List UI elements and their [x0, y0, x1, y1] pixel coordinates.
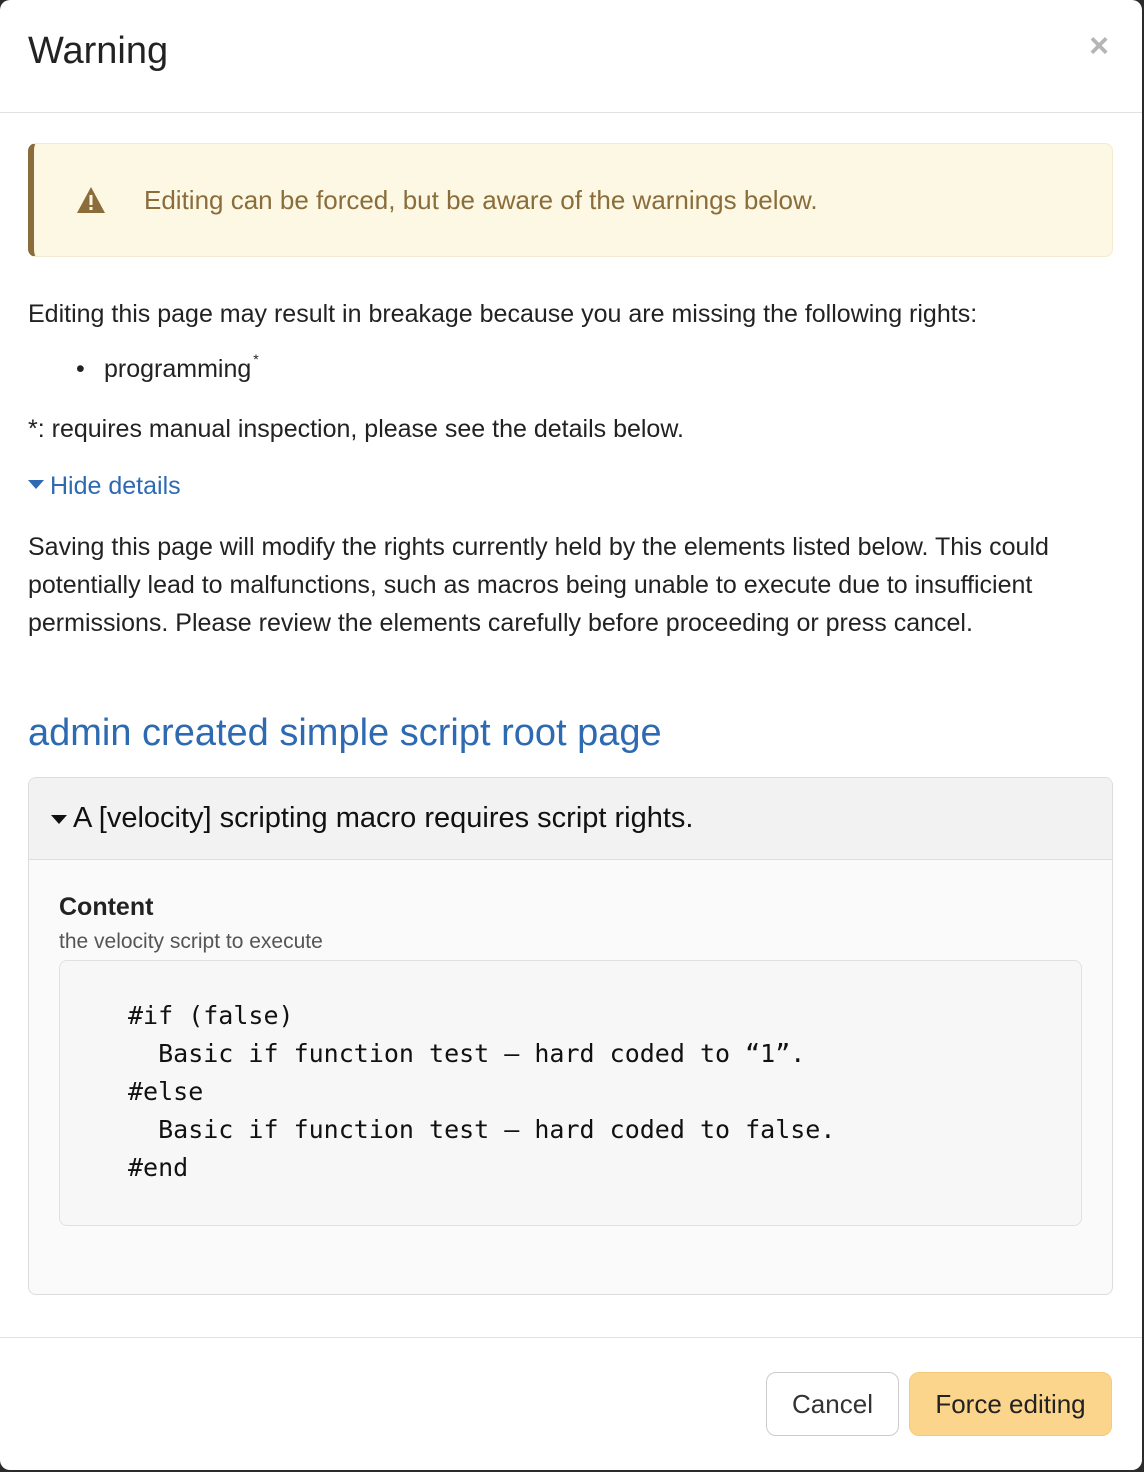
list-item — [76, 351, 259, 384]
warning-triangle-icon — [76, 186, 106, 214]
missing-rights-list — [76, 351, 259, 384]
caret-down-icon — [28, 480, 44, 489]
warning-alert — [28, 143, 1113, 257]
alert-message: Editing can be forced, but be aware of the warnings below. — [144, 185, 818, 215]
force-editing-button[interactable]: Force editing — [909, 1372, 1112, 1436]
macro-panel — [28, 777, 1113, 1295]
right-name: programming — [104, 355, 252, 383]
close-icon[interactable]: × — [1089, 27, 1109, 65]
content-label: Content — [59, 893, 154, 921]
dialog-footer — [0, 1337, 1142, 1470]
dialog-header — [0, 0, 1142, 113]
hide-details-label: Hide details — [50, 472, 181, 500]
caret-down-icon — [51, 815, 67, 824]
dialog-title: Warning — [28, 30, 169, 72]
code-content: #if (false) Basic if function test – hard coded to “1”. #else Basic if function test – hard coded to false. #end — [128, 1001, 836, 1182]
footnote-marker: * — [253, 351, 259, 367]
code-block — [59, 960, 1082, 1226]
intro-text: Editing this page may result in breakage because you are missing the following rights: — [28, 300, 978, 328]
page-link-title[interactable]: admin created simple script root page — [28, 712, 662, 754]
macro-panel-heading-text: A [velocity] scripting macro requires script rights. — [73, 802, 694, 834]
macro-panel-heading[interactable] — [29, 778, 1112, 860]
content-hint: the velocity script to execute — [59, 930, 323, 953]
footnote-text: *: requires manual inspection, please see the details below. — [28, 415, 684, 443]
cancel-button[interactable]: Cancel — [766, 1372, 899, 1436]
bullet-icon: • — [76, 355, 85, 383]
details-text: Saving this page will modify the rights currently held by the elements listed below. This could potentially lead to malfunctions, such as macros being unable to execute due to insufficient permissions. Please review the elements carefully before proceeding or press cancel. — [28, 533, 1049, 637]
hide-details-toggle[interactable] — [28, 472, 181, 501]
